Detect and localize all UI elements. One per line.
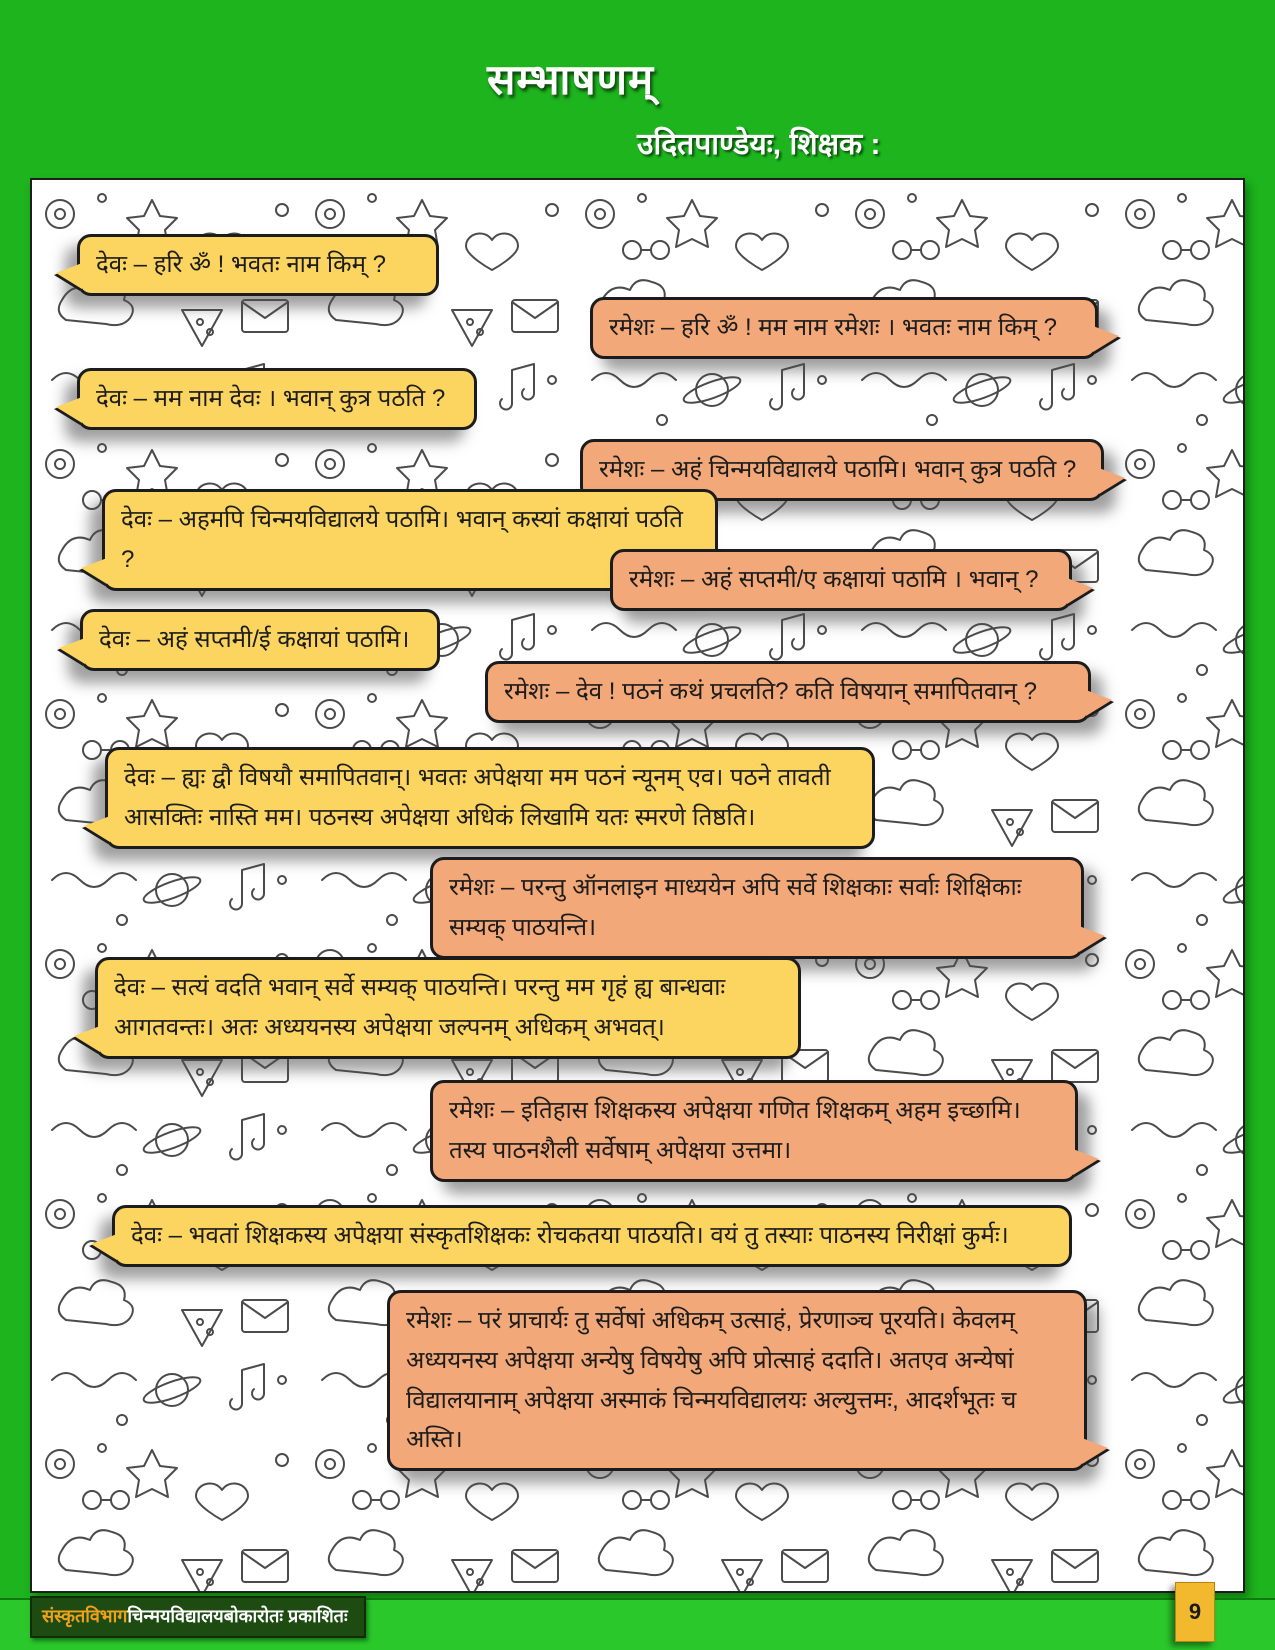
speech-bubble-ramesh-4: रमेशः – देव ! पठनं कथं प्रचलति? कति विषयान् समापितवान् ? [485, 661, 1091, 723]
page-subtitle: उदितपाण्डेयः, शिक्षक : [637, 128, 881, 161]
page-number-badge: 9 [1175, 1582, 1215, 1642]
conversation-panel [30, 178, 1245, 1593]
speech-bubble-dev-5: देवः – ह्यः द्वौ विषयौ समापितवान्। भवतः अपेक्षया मम पठनं न्यूनम् एव। पठने तावती आसक्तिः नास्ति मम। पठनस्य अपेक्षया अधिकं लिखामि यतः स्मरणे तिष्ठति। [105, 747, 875, 849]
footer-department-label: संस्कृतविभाग [42, 1606, 128, 1626]
speech-bubble-dev-1: देवः – हरि ॐ ! भवतः नाम किम् ? [77, 234, 439, 296]
speech-bubble-ramesh-2: रमेशः – अहं चिन्मयविद्यालये पठामि। भवान् कुत्र पठति ? [580, 439, 1104, 501]
speech-bubble-ramesh-7: रमेशः – परं प्राचार्यः तु सर्वेषां अधिकम् उत्साहं, प्रेरणाञ्च पूरयति। केवलम् अध्ययनस्य अपेक्षया अन्येषु विषयेषु अपि प्रोत्साहं ददाति। अतएव अन्येषां विद्यालयानाम् अपेक्षया अस्माकं चिन्मयविद्यालयः अल्युत्तमः, आदर्शभूतः च अस्ति। [387, 1290, 1087, 1471]
speech-bubble-dev-3: देवः – अहमपि चिन्मयविद्यालये पठामि। भवान् कस्यां कक्षायां पठति ? [102, 489, 718, 591]
speech-bubble-dev-6: देवः – सत्यं वदति भवान् सर्वे सम्यक् पाठयन्ति। परन्तु मम गृहं ह्य बान्धवाः आगतवन्तः। अतः अध्ययनस्य अपेक्षया जल्पनम् अधिकम् अभवत्। [95, 957, 801, 1059]
speech-bubble-dev-7: देवः – भवतां शिक्षकस्य अपेक्षया संस्कृतशिक्षकः रोचकतया पाठयति। वयं तु तस्याः पाठनस्य निरीक्षां कुर्मः। [112, 1205, 1072, 1267]
speech-bubble-dev-4: देवः – अहं सप्तमी/ई कक्षायां पठामि। [80, 609, 440, 671]
page-title: सम्भाषणम् [487, 56, 655, 103]
speech-bubble-ramesh-1: रमेशः – हरि ॐ ! मम नाम रमेशः । भवतः नाम किम् ? [590, 297, 1098, 359]
speech-bubble-ramesh-5: रमेशः – परन्तु ऑनलाइन माध्ययेन अपि सर्वे शिक्षकाः सर्वाः शिक्षिकाः सम्यक् पाठयन्ति। [430, 857, 1084, 959]
speech-bubble-ramesh-3: रमेशः – अहं सप्तमी/ए कक्षायां पठामि । भवान् ? [610, 549, 1072, 611]
footer-publisher-label: चिन्मयविद्यालयबोकारोतः प्रकाशितः [127, 1606, 348, 1626]
footer-credit [30, 1596, 366, 1638]
speech-bubble-dev-2: देवः – मम नाम देवः । भवान् कुत्र पठति ? [77, 368, 477, 430]
speech-bubble-ramesh-6: रमेशः – इतिहास शिक्षकस्य अपेक्षया गणित शिक्षकम् अहम इच्छामि। तस्य पाठनशैली सर्वेषाम् अपेक्षया उत्तमा। [430, 1080, 1078, 1182]
